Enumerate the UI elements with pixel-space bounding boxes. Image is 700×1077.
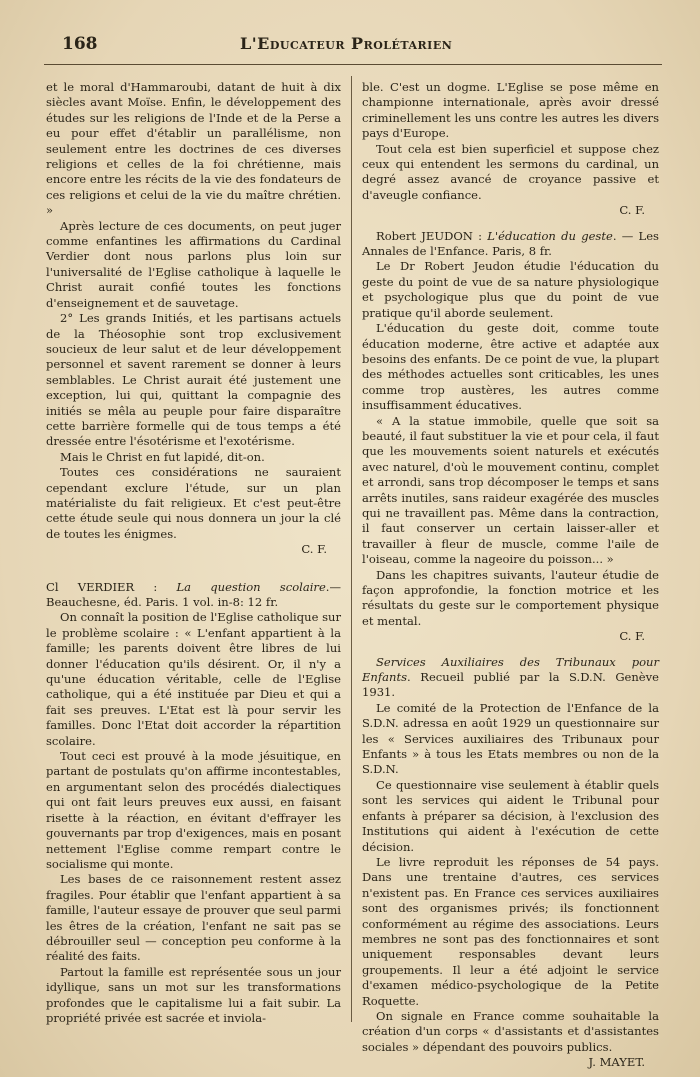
- review-author: Cl VERDIER :: [46, 579, 177, 594]
- signature: C. F.: [619, 203, 645, 218]
- review-author: Robert JEUDON :: [376, 228, 488, 243]
- column-divider: [351, 76, 352, 1022]
- page-header: [62, 34, 640, 58]
- spacer: [362, 645, 659, 655]
- paragraph: Mais le Christ en fut lapidé, dit-on.: [60, 449, 265, 464]
- review-publisher: .— Beauchesne, éd. Paris. 1 vol. in-8: 12 fr.: [46, 579, 341, 609]
- paragraph: Après lecture de ces documents, on peut juger comme enfantines les affirmations du Cardinal Verdier dont nous parlons plus loin sur l'universalité de l'Eglise catholique à laquelle le Christ aurait confié toutes les fonctions d'enseignement et de sauvetage.: [46, 218, 341, 310]
- review-heading: [46, 580, 341, 611]
- signature: C. F.: [619, 629, 645, 644]
- paragraph: Tout cela est bien superficiel et suppose chez ceux qui entendent les sermons du cardinal, un degré assez avancé de croyance passive et d'aveugle confiance.: [362, 141, 659, 202]
- paragraph: « A la statue immobile, quelle que soit sa beauté, il faut substituer la vie et pour cela, il faut que les mouvements soient naturels et exécutés avec naturel, d'où le mouvement continu, complet et arrondi, sans trop décomposer le temps et sans arrêts inutiles, sans raideur exagérée des muscles qui ne travaillent pas. Même dans la contraction, il faut conserver un certain laisser-aller et travailler à fleur de muscle, comme l'aile de l'oiseau, comme la nageoire du poisson... »: [362, 413, 659, 567]
- review-title: L'éducation du geste: [487, 228, 613, 243]
- signature: J. MAYET.: [588, 1055, 645, 1070]
- paragraph: Les bases de ce raisonnement restent assez fragiles. Pour établir que l'enfant appartient à sa famille, l'auteur essaye de prouver que seul parmi les êtres de la création, l'enfant ne sait pas se débrouiller seul — conception peu conforme à la réalité des faits.: [46, 872, 341, 964]
- paragraph: L'éducation du geste doit, comme toute éducation moderne, être active et adaptée aux besoins des enfants. De ce point de vue, la plupart des méthodes actuelles sont criticables, les unes comme trop austères, les autres comme insuffisamment éducatives.: [362, 321, 659, 413]
- signature: C. F.: [301, 542, 327, 557]
- paragraph: 2° Les grands Initiés, et les partisans actuels de la Théosophie sont trop exclusivement soucieux de leur salut et de leur développement personnel et savent rarement se donner à leurs semblables. Le Christ aurait été justement une exception, lui qui, quittant la compagnie des initiés se mêla au peuple pour faire disparaître cette barrière formelle qui de tous temps a été dressée entre l'ésotérisme et l'exotérisme.: [46, 311, 341, 449]
- paragraph: Ce questionnaire vise seulement à établir quels sont les services qui aident le Tribunal pour enfants à préparer sa décision, à l'exclusion des Institutions qui aident à l'exécution de cette décision.: [362, 777, 659, 854]
- spacer: [46, 558, 341, 580]
- paragraph: Dans les chapitres suivants, l'auteur étudie de façon approfondie, la fonction motrice et les résultats du geste sur le comportement physique et mental.: [362, 567, 659, 628]
- paragraph: et le moral d'Hammaroubi, datant de huit à dix siècles avant Moïse. Enfin, le développement des études sur les religions de l'Inde et de la Perse a eu pour effet d'établir un parallélisme, non seulement entre les doctrines de ces diverses religions et celles de la foi chrétienne, mais encore entre les récits de la vie des fondateurs de ces religions et celui de la vie du maître chrétien. »: [46, 80, 341, 218]
- paragraph: Tout ceci est prouvé à la mode jésuitique, en partant de postulats qu'on affirme incontestables, en argumentant selon des procédés dialectiques qui ont fait leurs preuves eux aussi, en faisant risette à la réaction, en évitant d'effrayer les gouvernants par trop d'exigences, mais en posant nettement l'Eglise comme rempart contre le socialisme qui monte.: [46, 749, 341, 871]
- spacer: [362, 219, 659, 229]
- review-heading: [362, 655, 659, 701]
- paragraph: On signale en France comme souhaitable la création d'un corps « d'assistants et d'assistantes sociales » dépendant des pouvoirs publics.: [362, 1008, 659, 1054]
- review-heading: [362, 229, 659, 260]
- paragraph: Toutes ces considérations ne sauraient cependant exclure l'étude, sur un plan matérialiste du fait religieux. Et c'est peut-être cette étude seule qui nous donnera un jour la clé de toutes les énigmes.: [46, 465, 341, 541]
- paragraph: Partout la famille est représentée sous un jour idyllique, sans un mot sur les transformations profondes que le capitalisme lui a fait subir. La propriété privée est sacrée et inviola-: [46, 964, 341, 1025]
- paragraph: On connaît la position de l'Eglise catholique sur le problème scolaire : « L'enfant appartient à la famille; les parents doivent être libres de lui donner l'éducation qu'ils désirent. Or, il n'y a qu'une éducation véritable, celle de l'Eglise catholique, qui a été instituée par Dieu et qui a fait ses preuves. L'Etat est là pour servir les familles. Donc l'Etat doit accorder la répartition scolaire.: [46, 610, 341, 748]
- right-column: [362, 80, 659, 1071]
- paragraph: Le livre reproduit les réponses de 54 pays. Dans une trentaine d'autres, ces services n'existent pas. En France ces services auxiliaires sont des organismes privés; ils fonctionnent conformément au régime des associations. Leurs membres ne sont pas des fonctionnaires et sont uniquement responsables devant leurs groupements. Il leur a été adjoint le service d'examen médico-psychologique de la Petite Roquette.: [362, 854, 659, 1008]
- left-column: [46, 80, 341, 1026]
- page-number: 168: [62, 34, 98, 54]
- review-publisher: . — Les Annales de l'Enfance. Paris, 8 fr.: [362, 228, 659, 259]
- paragraph: Le Dr Robert Jeudon étudie l'éducation du geste du point de vue de sa nature physiologique et psychologique plus que du point de vue pratique qu'il aborde seulement.: [362, 259, 659, 320]
- paragraph: ble. C'est un dogme. L'Eglise se pose même en championne internationale, après avoir dressé criminellement les uns contre les autres les divers pays d'Europe.: [362, 80, 659, 141]
- review-title: Services Auxiliaires des Tribunaux pour Enfants: [362, 654, 659, 685]
- review-title: La question scolaire: [176, 579, 326, 594]
- paragraph: Le comité de la Protection de l'Enfance de la S.D.N. adressa en août 1929 un questionnaire sur les « Services auxiliaires des Tribunaux pour Enfants » à tous les Etats membres ou non de la S.D.N.: [362, 700, 659, 777]
- header-divider: [44, 64, 662, 65]
- review-publisher: . Recueil publié par la S.D.N. Genève 1931.: [362, 670, 659, 700]
- running-title: L'Educateur Prolétarien: [240, 34, 453, 53]
